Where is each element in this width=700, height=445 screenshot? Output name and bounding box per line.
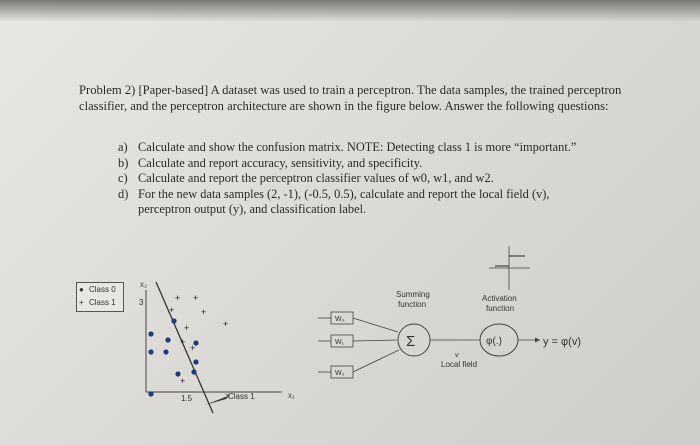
weight-label-w2: W₂ [335, 370, 345, 377]
weight-label-w0: W₀ [335, 316, 345, 323]
y-tick-label: 3 [139, 298, 144, 307]
question-text: Calculate and report the perceptron classifier values of w0, w1, and w2. [138, 171, 494, 185]
class1-point: + [180, 376, 186, 386]
question-text: For the new data samples (2, -1), (-0.5, 0.5), calculate and report the local field (v), perceptron output (y), and classification label. [138, 186, 550, 216]
y-axis-label: x₂ [140, 280, 148, 289]
question-text: Calculate and show the confusion matrix. NOTE: Detecting class 1 is more “important.” [138, 140, 577, 154]
legend-class1: + Class 1 [79, 298, 116, 307]
local-field-label: Local field [441, 360, 478, 369]
question-text: Calculate and report accuracy, sensitivity, and specificity. [138, 155, 423, 170]
connection-w2 [353, 350, 399, 372]
class1-point: + [223, 319, 229, 329]
question-label: c) [118, 171, 128, 185]
question-label: a) [118, 140, 128, 154]
v-label: v [455, 352, 459, 359]
problem-statement: Problem 2) [Paper-based] A dataset was used to train a perceptron. The data samples, the trained perceptron classifier, and the perceptron architecture are shown in the figure below. Answer the following questions: [79, 83, 622, 113]
summing-label-line2: function [398, 300, 427, 309]
weight-label-w1: W₁ [335, 339, 344, 346]
class1-point: + [184, 323, 190, 333]
class1-point: + [201, 307, 207, 317]
activation-label-line1: Activation [482, 294, 517, 303]
question-label: b) [118, 155, 129, 170]
activation-label-line2: function [486, 304, 515, 313]
x-axis-label: x₁ [288, 391, 295, 400]
x-tick-label: 1.5 [181, 394, 193, 403]
class1-point: + [180, 337, 186, 347]
legend-class0: ● Class 0 [79, 285, 116, 294]
step-function-icon [489, 246, 530, 290]
summing-label-line1: Summing [396, 290, 430, 299]
boundary-label: Class 1 [228, 392, 255, 401]
sigma-symbol: Σ [406, 333, 416, 350]
filled-dot-icon: ● [79, 285, 84, 294]
class1-point: + [169, 305, 175, 315]
question-label: d) [118, 186, 129, 201]
output-label: y = φ(v) [543, 336, 581, 348]
plus-marker-icon: + [79, 298, 84, 307]
connection-w0 [353, 318, 398, 332]
class1-point: + [190, 343, 196, 353]
class1-point: + [193, 293, 199, 303]
phi-symbol: φ(.) [486, 336, 502, 347]
class1-point: + [175, 293, 181, 303]
connection-w1 [353, 340, 397, 341]
